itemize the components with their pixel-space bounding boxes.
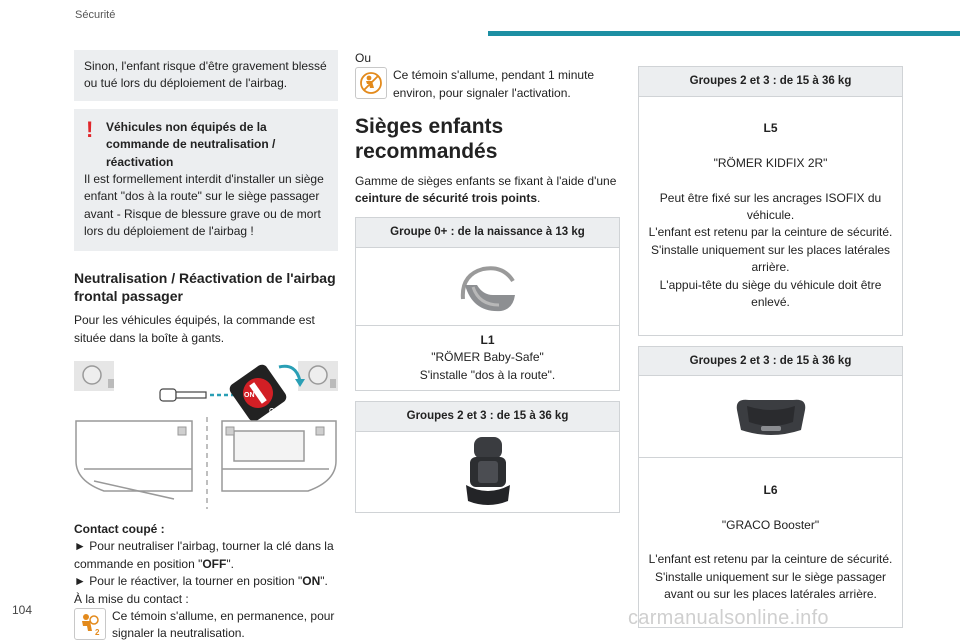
seat-card-header: Groupes 2 et 3 : de 15 à 36 kg [639, 67, 902, 97]
right-column [638, 66, 903, 638]
warning-box [74, 109, 338, 251]
glovebox-key-illustration [74, 361, 338, 511]
warning-title: Véhicules non équipés de la commande de neutralisation / réactivation [106, 119, 276, 169]
indicator-neutralisation [74, 608, 338, 640]
seat-card-body [356, 326, 619, 390]
seat-card-group23 [355, 401, 620, 513]
airbag-off-warning-icon [74, 608, 106, 640]
header-accent-bar [488, 31, 960, 36]
seat-card-body [639, 97, 902, 335]
seat-card-l1 [355, 217, 620, 391]
middle-column [355, 50, 620, 523]
airbag-off-crossed-icon [355, 67, 387, 99]
section-heading-airbag: Neutralisation / Réactivation de l'airbag frontal passager [74, 269, 336, 305]
indicator-activation [355, 67, 620, 102]
seat-card-header: Groupes 2 et 3 : de 15 à 36 kg [639, 347, 902, 377]
seat-card-body [639, 458, 902, 627]
section-title: Sécurité [75, 9, 116, 21]
seat-code: L5 [763, 121, 778, 136]
ignition-text: À la mise du contact : [74, 591, 189, 606]
svg-text:2: 2 [95, 628, 100, 638]
seat-description: Peut être fixé sur les ancrages ISOFIX du véhicule. L'enfant est retenu par la ceinture de sécurité. S'installe uniquement sur les places latérales arrière. L'appui-tête du siège du véhicule doit être enlevé. [648, 190, 893, 309]
warning-exclamation-icon: ! [86, 116, 94, 142]
seat-card-header: Groupe 0+ : de la naissance à 13 kg [356, 218, 619, 248]
seat-card-l6 [638, 346, 903, 628]
or-text: Ou [355, 51, 372, 65]
indicator-neutralisation-text: Ce témoin s'allume, en permanence, pour signaler la neutralisation. [112, 609, 335, 640]
left-column [74, 50, 338, 640]
child-seats-heading: Sièges enfants recommandés [355, 115, 504, 164]
step-reactivate: ► Pour le réactiver, la tourner en position "ON". [74, 574, 328, 589]
contact-title: Contact coupé : [74, 522, 165, 537]
watermark: carmanualsonline.info [628, 607, 829, 629]
step-neutralise: ► Pour neutraliser l'airbag, tourner la clé dans la commande en position "OFF". [74, 539, 334, 571]
warning-text: Il est formellement interdit d'installer un siège enfant "dos à la route" sur le siège passager avant - Risque de blessure grave ou de mort lors du déploiement de l'airbag ! [84, 171, 324, 239]
seat-code: L6 [763, 482, 778, 497]
key-position-off-label: OFF [269, 408, 283, 416]
seat-card-header: Groupes 2 et 3 : de 15 à 36 kg [356, 402, 619, 432]
seat-description: S'installe "dos à la route". [419, 367, 556, 382]
seat-name: "RÖMER KIDFIX 2R" [713, 155, 828, 170]
booster-cushion-image [639, 376, 902, 458]
note-box [74, 50, 338, 101]
seat-code: L1 [480, 333, 495, 347]
page-number: 104 [12, 603, 33, 617]
seat-name: "GRACO Booster" [721, 517, 820, 532]
high-back-booster-image [356, 432, 619, 512]
seat-description: L'enfant est retenu par la ceinture de sécurité. S'installe uniquement sur le siège passager avant ou sur les places latérales arrière. [648, 552, 893, 602]
seat-name: "RÖMER Baby-Safe" [431, 350, 544, 365]
seat-card-l5 [638, 66, 903, 336]
baby-carrier-image [356, 248, 619, 326]
airbag-intro: Pour les véhicules équipés, la commande est située dans la boîte à gants. [74, 313, 315, 345]
note-text: Sinon, l'enfant risque d'être gravement blessé ou tué lors du déploiement de l'airbag. [84, 59, 327, 91]
key-position-on-label: ON [244, 392, 255, 400]
indicator-activation-text: Ce témoin s'allume, pendant 1 minute environ, pour signaler l'activation. [393, 68, 595, 100]
child-seats-intro: Gamme de sièges enfants se fixant à l'aide d'une ceinture de sécurité trois points. [355, 173, 617, 205]
